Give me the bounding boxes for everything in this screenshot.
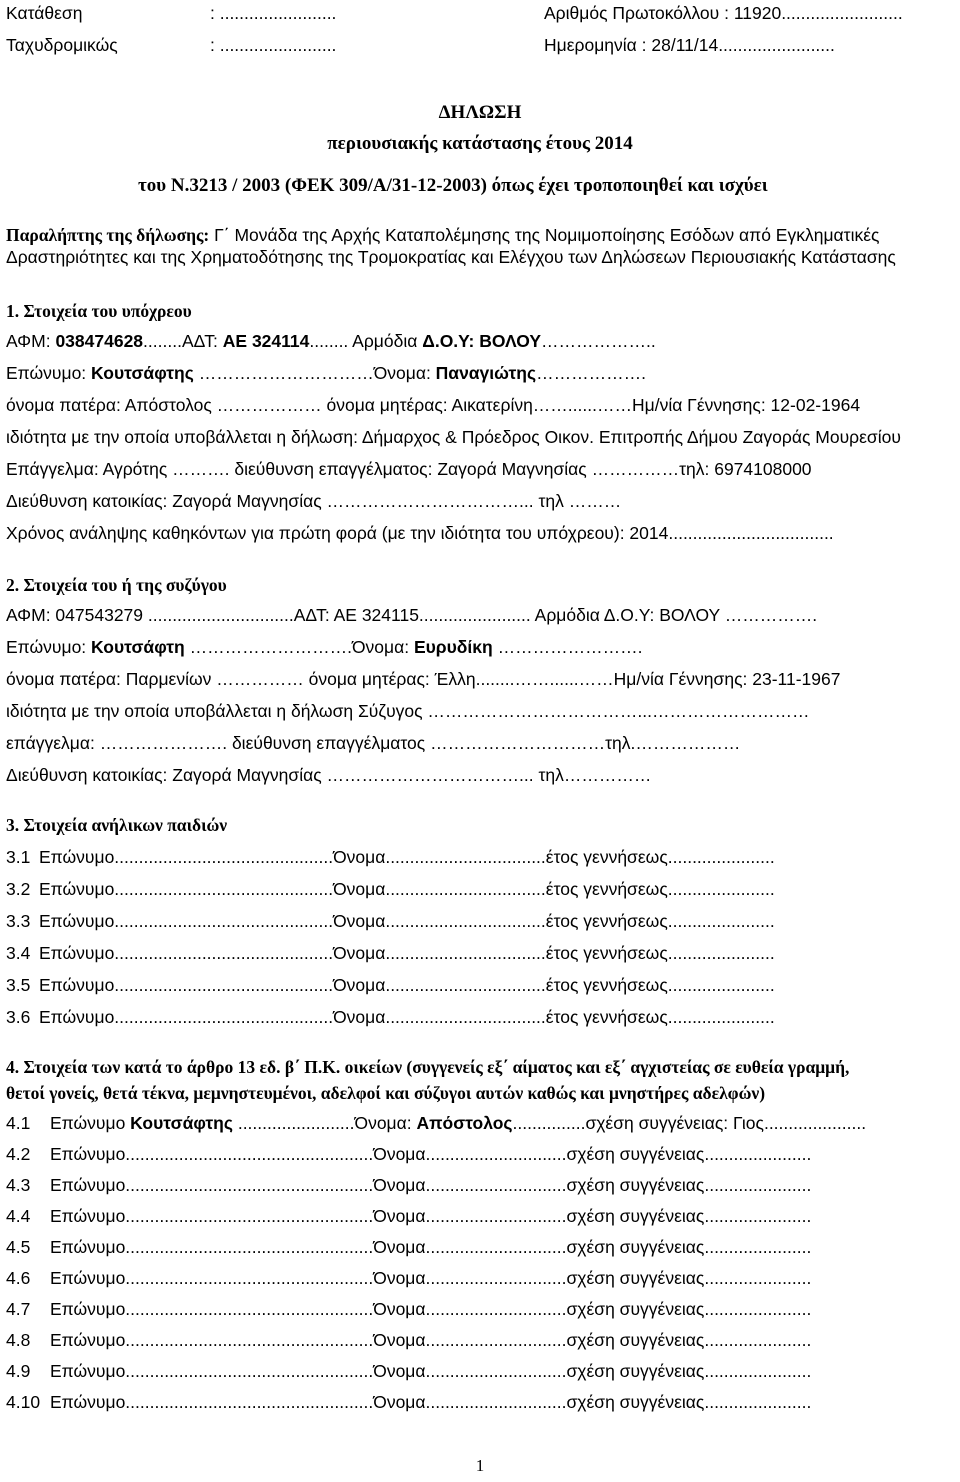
- relative-row: [6, 1329, 811, 1351]
- relative-row-text: Επώνυμο...................................................Όνομα.............................σχέση συγγένειας......................: [50, 1299, 812, 1319]
- spouse-name-dots: …………………….: [492, 637, 643, 657]
- surname-value: Κουτσάφτης: [91, 363, 194, 383]
- relative-row-text: Επώνυμο...................................................Όνομα.............................σχέση συγγένειας......................: [50, 1206, 812, 1226]
- relative-row-number: 4.5: [6, 1237, 31, 1257]
- adt-value: ΑΕ 324114: [222, 331, 310, 351]
- relative-row: [6, 1112, 866, 1134]
- section1-first-time-line: Χρόνος ανάληψης καθηκόντων για πρώτη φορά (με την ιδιότητα του υπόχρεου): 2014..................................: [6, 523, 834, 543]
- relative-name-label: ........................Όνομα:: [232, 1113, 417, 1133]
- relative-row-number: 4.9: [6, 1361, 31, 1381]
- relative-row-text: Επώνυμο...................................................Όνομα.............................σχέση συγγένειας......................: [50, 1175, 812, 1195]
- section2-parents-line: όνομα πατέρα: Παρμενίων …………… όνομα μητέρας: Έλλη........……......……Ημ/νία Γέννησης: 23-11-1967: [6, 669, 841, 689]
- header-postal-label: Ταχυδρομικώς: [6, 35, 118, 55]
- relative-row-number: 4.10: [6, 1392, 41, 1412]
- child-row-number: 3.2: [6, 879, 31, 899]
- relative-row-number: 4.1: [6, 1113, 31, 1133]
- spouse-name-label: Όνομα:: [351, 637, 414, 657]
- section2-profession-line: επάγγελμα: …………………. διεύθυνση επαγγέλματος …………………………τηλ.………………: [6, 733, 741, 753]
- relative-row: [6, 1205, 811, 1227]
- section2-address-line: Διεύθυνση κατοικίας: Ζαγορά Μαγνησίας ……………………………... τηλ……………: [6, 765, 652, 785]
- name-dots: ……………….: [536, 363, 646, 383]
- child-row: [6, 846, 775, 868]
- child-row-number: 3.1: [6, 847, 31, 867]
- relative-row-text: Επώνυμο...................................................Όνομα.............................σχέση συγγένειας......................: [50, 1144, 812, 1164]
- relative-row-text: Επώνυμο...................................................Όνομα.............................σχέση συγγένειας......................: [50, 1268, 812, 1288]
- relative-row-number: 4.7: [6, 1299, 31, 1319]
- relative-row-number: 4.8: [6, 1330, 31, 1350]
- child-row: [6, 910, 775, 932]
- section4-heading-2: θετοί γονείς, θετά τέκνα, μεμνηστευμένοι, αδελφοί και σύζυγοι αυτών καθώς και μνηστήρες αδελφών): [6, 1083, 766, 1103]
- section1-capacity-line: ιδιότητα με την οποία υποβάλλεται η δήλωση: Δήμαρχος & Πρόεδρος Οικον. Επιτροπής Δήμου Ζαγοράς Μουρεσίου: [6, 427, 901, 447]
- recipient-line-1: [6, 224, 879, 246]
- child-row-number: 3.6: [6, 1007, 31, 1027]
- relative-relation: ...............σχέση συγγένειας: Γιος.....................: [512, 1113, 867, 1133]
- section1-parents-line: όνομα πατέρα: Απόστολος ……………… όνομα μητέρας: Αικατερίνη……......……Ημ/νία Γέννησης: 12-02-1964: [6, 395, 861, 415]
- section3-heading: 3. Στοιχεία ανήλικων παιδιών: [6, 815, 228, 835]
- page-title: ΔΗΛΩΣΗ: [438, 102, 522, 123]
- child-row-number: 3.5: [6, 975, 31, 995]
- child-row-text: Επώνυμο.............................................Όνομα.................................έτος γεννήσεως......................: [39, 879, 775, 899]
- spouse-name-value: Ευρυδίκη: [413, 637, 493, 657]
- relative-row-number: 4.3: [6, 1175, 31, 1195]
- doy-dots: ………………..: [541, 331, 656, 351]
- child-row-text: Επώνυμο.............................................Όνομα.................................έτος γεννήσεως......................: [39, 943, 775, 963]
- recipient-text-1: Γ΄ Μονάδα της Αρχής Καταπολέμησης της Νομιμοποίησης Εσόδων από Εγκληματικές: [214, 225, 880, 245]
- child-row-number: 3.3: [6, 911, 31, 931]
- child-row: [6, 974, 775, 996]
- recipient-line-2: Δραστηριότητες και της Χρηματοδότησης της Τρομοκρατίας και Ελέγχου των Δηλώσεων Περιουσιακής Κατάστασης: [6, 247, 896, 267]
- relative-row: [6, 1360, 811, 1382]
- spouse-surname-label: Επώνυμο:: [6, 637, 92, 657]
- afm-value: 038474628: [55, 331, 144, 351]
- section2-afm-line: ΑΦΜ: 047543279 ..............................ΑΔΤ: ΑΕ 324115....................... Αρμόδια Δ.Ο.Υ: ΒΟΛΟΥ …………….: [6, 605, 818, 625]
- name-label: Όνομα:: [373, 363, 436, 383]
- relative-row: [6, 1267, 811, 1289]
- relative-row: [6, 1298, 811, 1320]
- relative-row: [6, 1174, 811, 1196]
- child-row-text: Επώνυμο.............................................Όνομα.................................έτος γεννήσεως......................: [39, 911, 775, 931]
- name-value: Παναγιώτης: [435, 363, 537, 383]
- page-number: 1: [475, 1456, 485, 1475]
- child-row: [6, 878, 775, 900]
- relative-row-text: Επώνυμο...................................................Όνομα.............................σχέση συγγένειας......................: [50, 1361, 812, 1381]
- relative-row-text: Επώνυμο...................................................Όνομα.............................σχέση συγγένειας......................: [50, 1237, 812, 1257]
- child-row-text: Επώνυμο.............................................Όνομα.................................έτος γεννήσεως......................: [39, 847, 775, 867]
- recipient-label: Παραλήπτης της δήλωσης:: [6, 225, 210, 245]
- section1-name-line: [6, 362, 646, 384]
- spouse-surname-dots: ……………………….: [184, 637, 352, 657]
- afm-dots: ........ΑΔΤ:: [143, 331, 223, 351]
- page-subtitle: περιουσιακής κατάστασης έτους 2014: [327, 133, 633, 154]
- relative-name-value: Απόστολος: [416, 1113, 513, 1133]
- relative-row-number: 4.4: [6, 1206, 31, 1226]
- section1-heading: 1. Στοιχεία του υπόχρεου: [6, 301, 192, 321]
- child-row-text: Επώνυμο.............................................Όνομα.................................έτος γεννήσεως......................: [39, 975, 775, 995]
- section2-heading: 2. Στοιχεία του ή της συζύγου: [6, 575, 227, 595]
- header-postal-value: : ........................: [210, 35, 337, 55]
- section2-capacity-line: ιδιότητα με την οποία υποβάλλεται η δήλωση Σύζυγος ………………………………...………………………: [6, 701, 810, 721]
- relative-surname-value: Κουτσάφτης: [130, 1113, 233, 1133]
- child-row: [6, 1006, 775, 1028]
- afm-label: ΑΦΜ:: [6, 331, 56, 351]
- header-deposit-value: : ........................: [210, 3, 337, 23]
- surname-dots: …………………………: [193, 363, 374, 383]
- header-protocol-number: Αριθμός Πρωτοκόλλου : 11920.........................: [544, 3, 903, 23]
- section1-afm-line: [6, 330, 656, 352]
- section2-name-line: [6, 636, 642, 658]
- section1-address-line: Διεύθυνση κατοικίας: Ζαγορά Μαγνησίας ……………………………... τηλ ………: [6, 491, 622, 511]
- relative-row-text: Επώνυμο...................................................Όνομα.............................σχέση συγγένειας......................: [50, 1392, 812, 1412]
- relative-row-number: 4.2: [6, 1144, 31, 1164]
- relative-row: [6, 1391, 811, 1413]
- header-date: Ημερομηνία : 28/11/14........................: [544, 35, 835, 55]
- child-row-text: Επώνυμο.............................................Όνομα.................................έτος γεννήσεως......................: [39, 1007, 775, 1027]
- relative-row-text: Επώνυμο...................................................Όνομα.............................σχέση συγγένειας......................: [50, 1330, 812, 1350]
- header-deposit-label: Κατάθεση: [6, 3, 83, 23]
- section1-profession-line: Επάγγελμα: Αγρότης ………. διεύθυνση επαγγέλματος: Ζαγορά Μαγνησίας ……………τηλ: 6974108000: [6, 459, 812, 479]
- relative-surname-label: Επώνυμο: [50, 1113, 131, 1133]
- relative-row: [6, 1143, 811, 1165]
- child-row: [6, 942, 775, 964]
- spouse-surname-value: Κουτσάφτη: [91, 637, 185, 657]
- relative-row: [6, 1236, 811, 1258]
- relative-row-number: 4.6: [6, 1268, 31, 1288]
- doy-value: Δ.Ο.Υ: ΒΟΛΟΥ: [422, 331, 542, 351]
- section4-heading-1: 4. Στοιχεία των κατά το άρθρο 13 εδ. β΄ Π.Κ. οικείων (συγγενείς εξ΄ αίματος και εξ΄ αγχιστείας σε ευθεία γραμμή,: [6, 1057, 850, 1077]
- surname-label: Επώνυμο:: [6, 363, 92, 383]
- law-reference: του Ν.3213 / 2003 (ΦΕΚ 309/Α/31-12-2003) όπως έχει τροποποιηθεί και ισχύει: [138, 175, 768, 196]
- adt-dots: ........ Αρμόδια: [309, 331, 423, 351]
- child-row-number: 3.4: [6, 943, 31, 963]
